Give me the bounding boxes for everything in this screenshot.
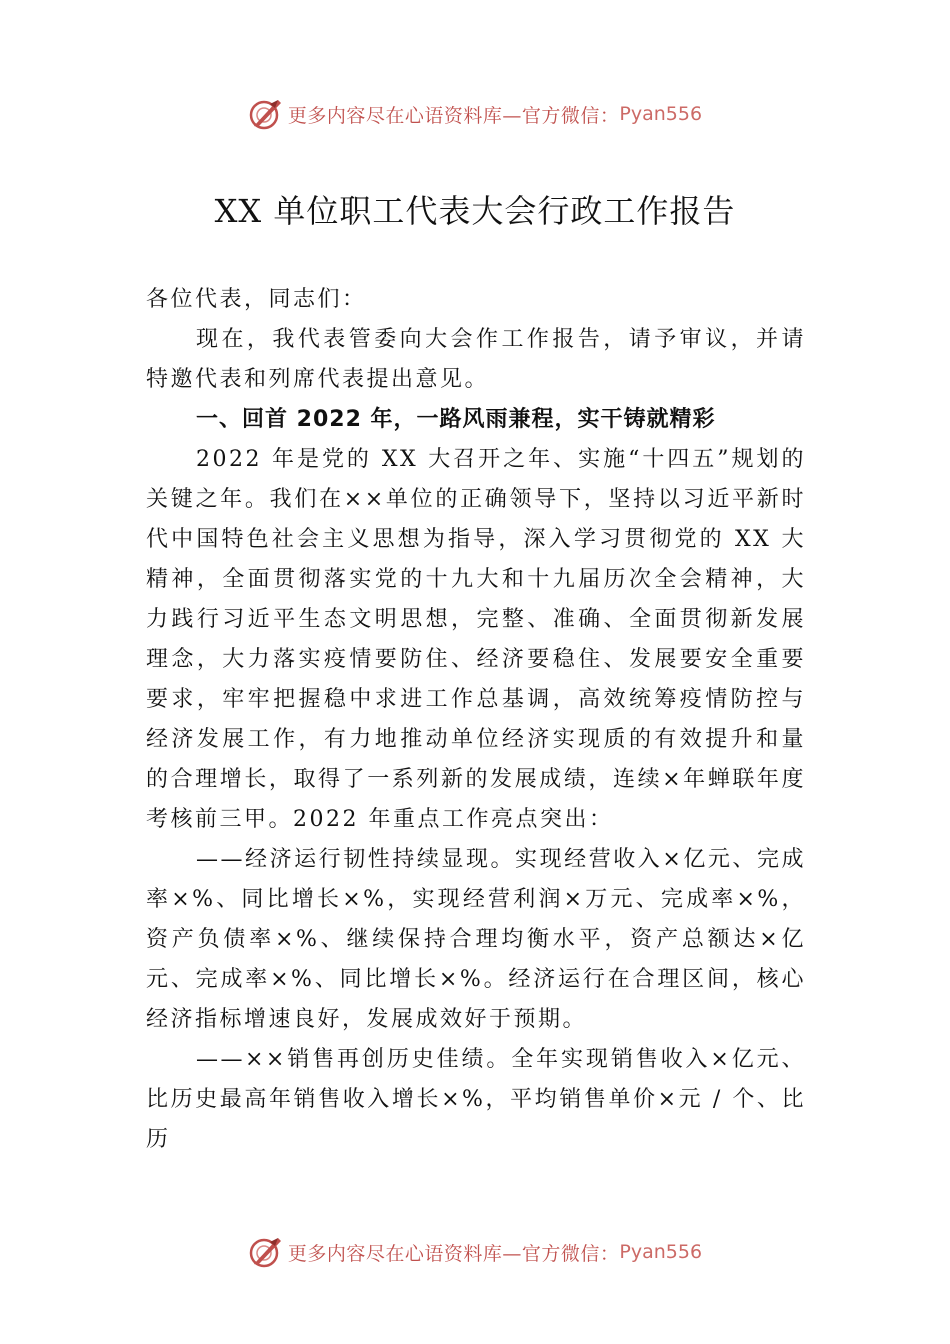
document-body — [146, 280, 806, 1160]
body-paragraph-1: 2022 年是党的 XX 大召开之年、实施“十四五”规划的关键之年。我们在××单位的正确领导下，坚持以习近平新时代中国特色社会主义思想为指导，深入学习贯彻党的 XX 大精神，全面贯彻落实党的十九大和十九届历次全会精神，大力践行习近平生态文明思想，完整、准确、全面贯彻新发展理念，大力落实疫情要防住、经济要稳住、发展要安全重要要求，牢牢把握稳中求进工作总基调，高效统筹疫情防控与经济发展工作，有力地推动单位经济实现质的有效提升和量的合理增长，取得了一系列新的发展成绩，连续×年蝉联年度考核前三甲。2022 年重点工作亮点突出： — [146, 447, 806, 832]
body-paragraph-3: ——××销售再创历史佳绩。全年实现销售收入×亿元、比历史最高年销售收入增长×%，平均销售单价×元 / 个、比历 — [146, 1047, 806, 1152]
section-heading: 一、回首 2022 年，一路风雨兼程，实干铸就精彩 — [196, 407, 716, 432]
watermark-text: 更多内容尽在心语资料库—官方微信： — [287, 104, 620, 127]
header-watermark — [0, 94, 950, 134]
footer-watermark — [0, 1232, 950, 1272]
watermark-wechat-id: Pyan556 — [619, 1241, 703, 1263]
salutation: 各位代表，同志们： — [146, 287, 367, 312]
watermark-text: 更多内容尽在心语资料库—官方微信： — [287, 1242, 620, 1265]
intro-paragraph: 现在，我代表管委向大会作工作报告，请予审议，并请特邀代表和列席代表提出意见。 — [146, 327, 806, 392]
watermark-wechat-id: Pyan556 — [619, 103, 703, 125]
document-title: XX 单位职工代表大会行政工作报告 — [214, 192, 736, 230]
quill-logo-icon — [248, 1234, 284, 1270]
quill-logo-icon — [248, 96, 284, 132]
body-paragraph-2: ——经济运行韧性持续显现。实现经营收入×亿元、完成率×%、同比增长×%，实现经营利润×万元、完成率×%，资产负债率×%、继续保持合理均衡水平，资产总额达×亿元、完成率×%、同比增长×%。经济运行在合理区间，核心经济指标增速良好，发展成效好于预期。 — [146, 847, 806, 1032]
